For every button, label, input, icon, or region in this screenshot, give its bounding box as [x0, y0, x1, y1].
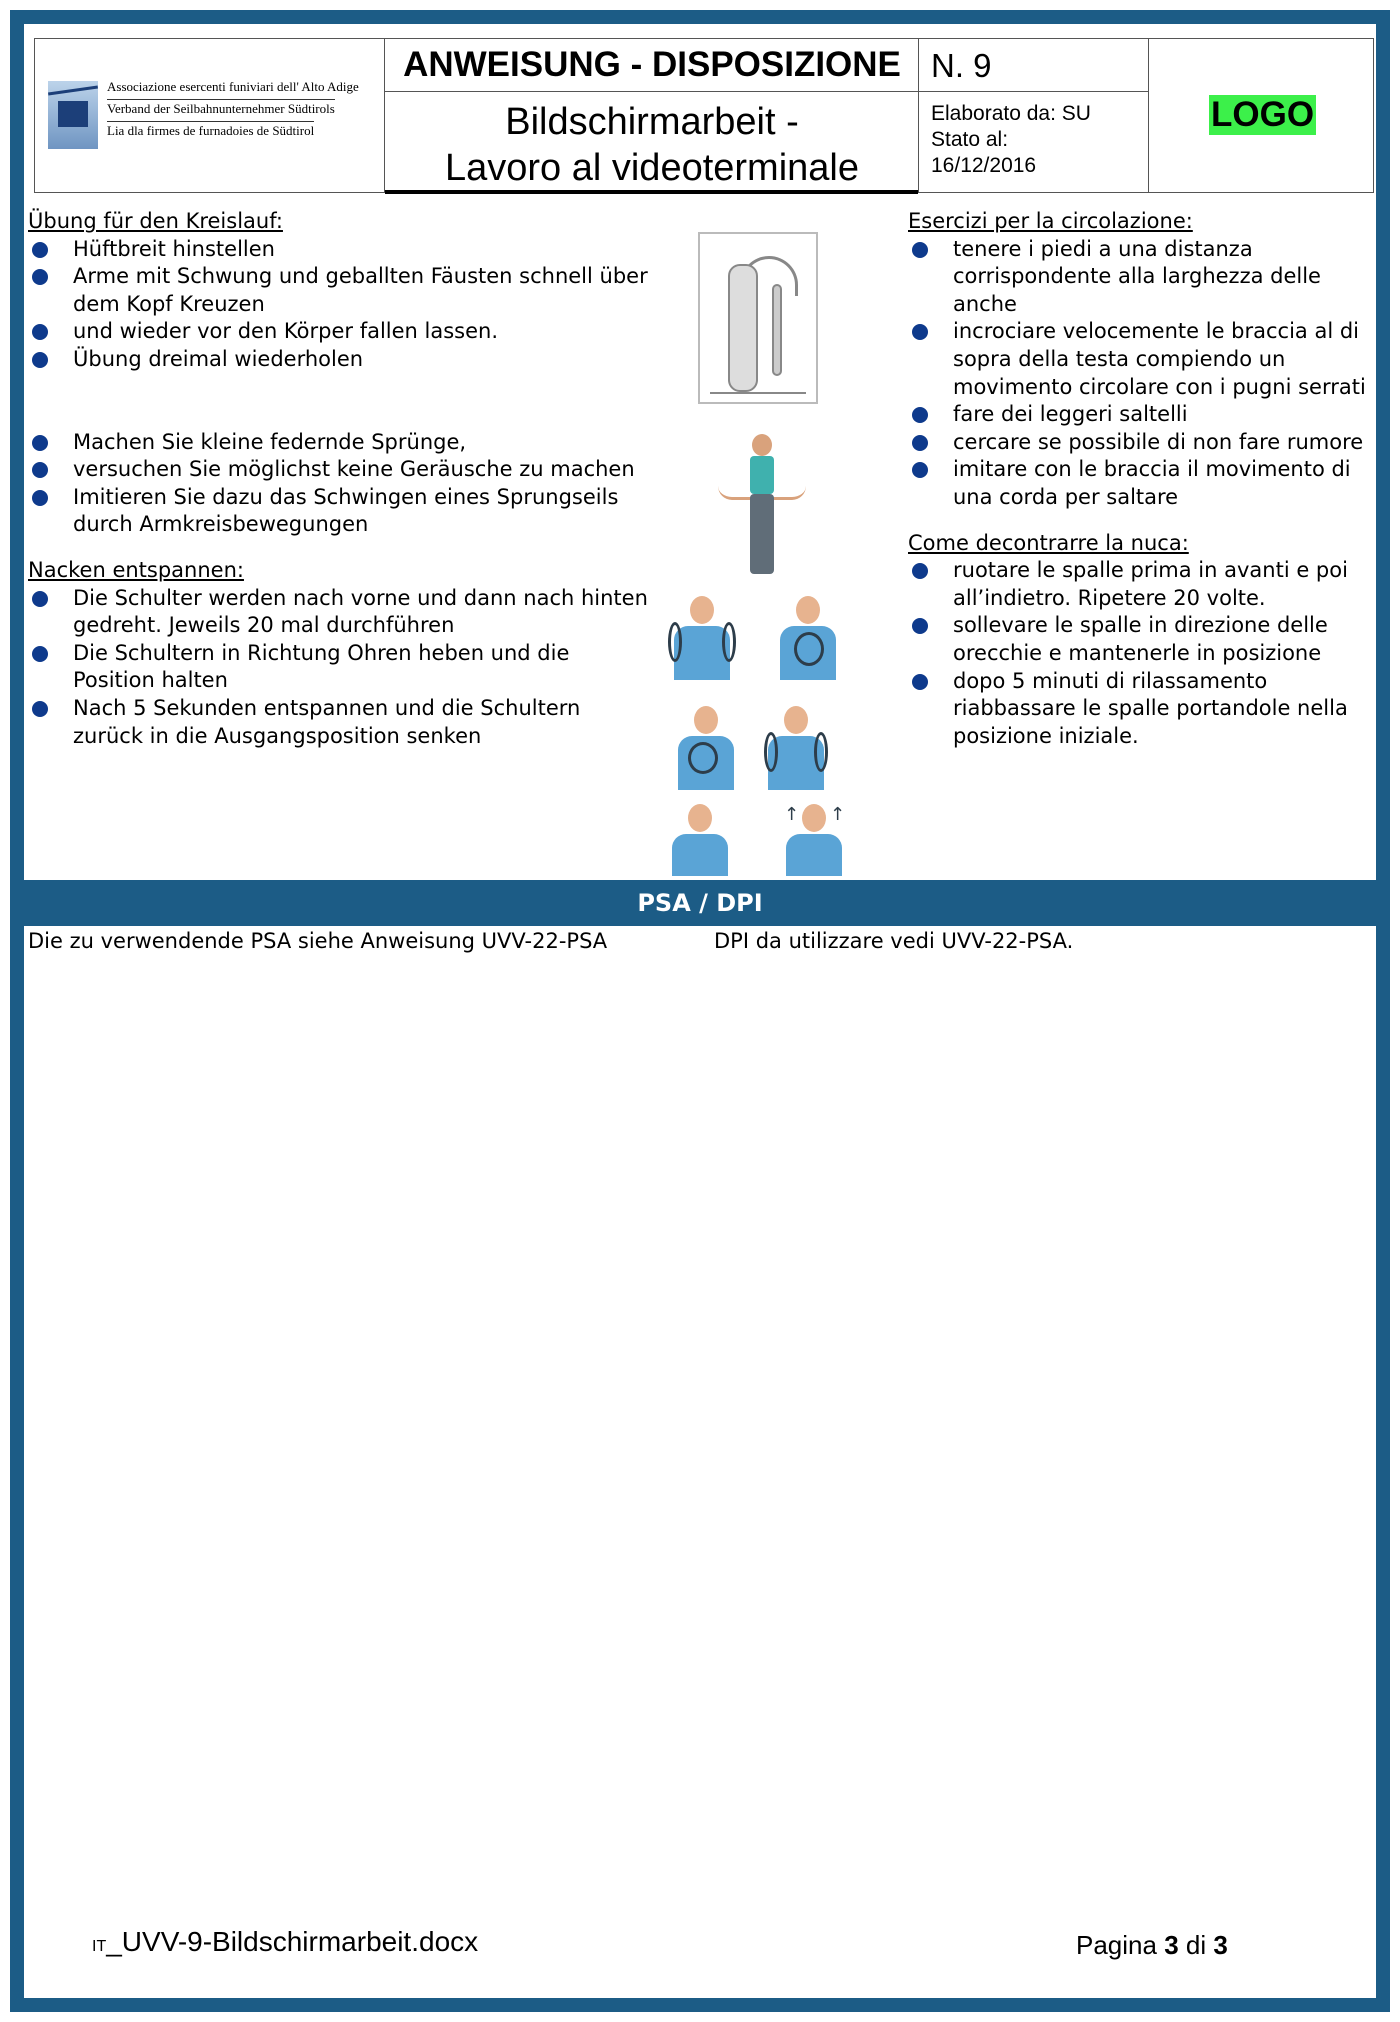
- list-item: Imitieren Sie dazu das Schwingen eines Sprungseils durch Armkreisbewegungen: [28, 484, 648, 539]
- list-item: incrociare velocemente le braccia al di sopra della testa compiendo un movimento circolare con i pugni serrati: [908, 318, 1378, 401]
- page-title: [385, 99, 919, 191]
- list-item: sollevare le spalle in direzione delle orecchie e mantenerle in posizione: [908, 612, 1378, 667]
- company-logo: LOGO: [1211, 95, 1315, 134]
- status-label: Stato al:: [931, 128, 1009, 151]
- page-number: Pagina 3 di 3: [1076, 1930, 1228, 1960]
- meta-cell: [919, 39, 1149, 192]
- nacken-heading: Nacken entspannen:: [28, 557, 244, 582]
- shoulder-roll-side-illustration: [778, 596, 838, 680]
- list-item: dopo 5 minuti di rilassamento riabbassare le spalle portandole nella posizione iniziale.: [908, 668, 1378, 751]
- list-item: cercare se possibile di non fare rumore: [908, 429, 1378, 457]
- list-item: versuchen Sie möglichst keine Geräusche zu machen: [28, 456, 648, 484]
- psa-text-de: Die zu verwendende PSA siehe Anweisung UVV-22-PSA: [28, 929, 608, 953]
- shoulder-roll-front-illustration: [672, 596, 732, 680]
- footer-file-prefix: IT: [92, 1938, 107, 1955]
- list-item: Übung dreimal wiederholen: [28, 346, 648, 374]
- list-item: Nach 5 Sekunden entspannen und die Schultern zurück in die Ausgangsposition senken: [28, 695, 648, 750]
- list-item: und wieder vor den Körper fallen lassen.: [28, 318, 648, 346]
- circolazione-heading: Esercizi per la circolazione:: [908, 209, 1193, 233]
- org-name-it: Associazione esercenti funiviari dell' Alto Adige: [107, 79, 359, 94]
- list-item: Hüftbreit hinstellen: [28, 236, 648, 264]
- list-item: Die Schultern in Richtung Ohren heben und die Position halten: [28, 640, 648, 695]
- title-cell: [385, 39, 919, 192]
- status-date: 16/12/2016: [931, 154, 1037, 177]
- psa-text-it: DPI da utilizzare vedi UVV-22-PSA.: [714, 929, 1074, 953]
- title-line-2: Lavoro al videoterminale: [444, 147, 859, 189]
- nuca-heading: Come decontrarre la nuca:: [908, 530, 1189, 555]
- doc-number: N. 9: [931, 47, 992, 84]
- org-logo-cell: [35, 39, 385, 192]
- org-name-de: Verband der Seilbahnunternehmer Südtirols: [107, 101, 335, 116]
- italian-column: [908, 208, 1378, 750]
- org-name-lad: Lia dla firmes de furnadoies de Südtirol: [107, 123, 315, 138]
- shoulder-neutral-illustration: [670, 804, 730, 876]
- company-logo-cell: [1149, 39, 1375, 192]
- org-logo: [43, 77, 379, 161]
- shoulder-roll-back-illustration: [766, 706, 826, 790]
- german-column: [28, 208, 648, 750]
- footer-filename: [92, 1926, 478, 1958]
- shoulder-back-side-illustration: [676, 706, 736, 790]
- list-item: ruotare le spalle prima in avanti e poi all’indietro. Ripetere 20 volte.: [908, 557, 1378, 612]
- forward-bend-illustration: [698, 232, 818, 404]
- cable-car-icon: [48, 81, 98, 149]
- footer-file-name: _UVV-9-Bildschirmarbeit.docx: [106, 1926, 479, 1957]
- shoulder-raise-illustration: [784, 804, 844, 876]
- kreislauf-heading: Übung für den Kreislauf:: [28, 209, 283, 233]
- arrow-up-icon: ↑: [784, 804, 800, 825]
- elaborated-by: Elaborato da: SU: [931, 102, 1091, 125]
- list-item: Die Schulter werden nach vorne und dann nach hinten gedreht. Jeweils 20 mal durchführen: [28, 585, 648, 640]
- title-line-1: Bildschirmarbeit -: [505, 101, 799, 143]
- list-item: fare dei leggeri saltelli: [908, 401, 1378, 429]
- list-item: Machen Sie kleine federnde Sprünge,: [28, 429, 648, 457]
- doc-meta: [931, 101, 1091, 179]
- list-item: tenere i piedi a una distanza corrispondente alla larghezza delle anche: [908, 236, 1378, 319]
- psa-section-bar: PSA / DPI: [24, 880, 1376, 926]
- list-item: imitare con le braccia il movimento di una corda per saltare: [908, 456, 1378, 511]
- doc-type: ANWEISUNG - DISPOSIZIONE: [403, 45, 901, 84]
- jumping-rope-illustration: [712, 434, 812, 580]
- arrow-up-icon: ↑: [830, 804, 846, 825]
- document-header: [34, 38, 1374, 193]
- list-item: Arme mit Schwung und geballten Fäusten schnell über dem Kopf Kreuzen: [28, 263, 648, 318]
